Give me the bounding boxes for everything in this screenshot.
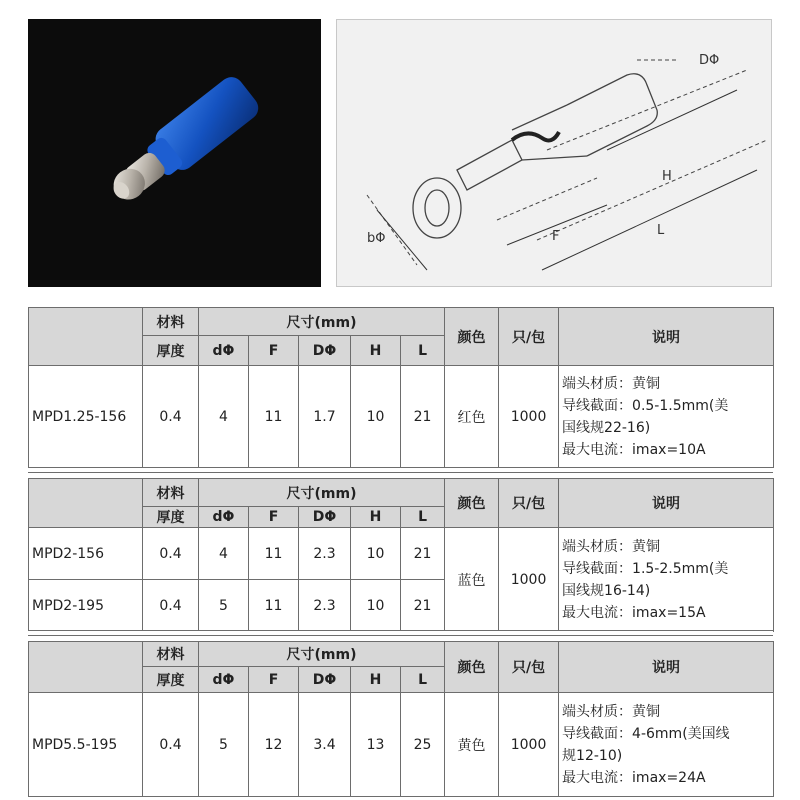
F-cell: 11 (249, 528, 299, 580)
note-cell (559, 366, 774, 468)
color-cell: 蓝色 (445, 528, 499, 632)
header-H: H (351, 667, 401, 693)
F-cell: 11 (249, 580, 299, 632)
pack-cell: 1000 (499, 366, 559, 468)
model-cell: MPD5.5-195 (29, 693, 143, 797)
header-note: 说明 (559, 642, 774, 693)
H-cell: 10 (351, 580, 401, 632)
header-L: L (401, 507, 445, 528)
note-line: 国线规22-16) (562, 419, 651, 436)
d-cell: 4 (199, 528, 249, 580)
table-separator (28, 467, 773, 473)
D-cell: 3.4 (299, 693, 351, 797)
D-cell: 2.3 (299, 580, 351, 632)
header-color: 颜色 (445, 308, 499, 366)
header-D: DΦ (299, 336, 351, 366)
header-H: H (351, 336, 401, 366)
header-thickness: 厚度 (143, 667, 199, 693)
header-size: 尺寸(mm) (199, 479, 445, 507)
spec-table-3 (28, 641, 774, 797)
color-cell: 黄色 (445, 693, 499, 797)
L-cell: 25 (401, 693, 445, 797)
table-row (29, 528, 774, 580)
spec-table-2 (28, 478, 774, 632)
table-row (29, 366, 774, 468)
note-line: 导线截面：0.5-1.5mm(美 (562, 397, 729, 414)
header-material: 材料 (143, 642, 199, 667)
F-cell: 11 (249, 366, 299, 468)
d-cell: 5 (199, 693, 249, 797)
note-line: 导线截面：4-6mm(美国线 (562, 725, 730, 742)
header-pack: 只/包 (499, 642, 559, 693)
H-cell: 10 (351, 366, 401, 468)
header-d: dΦ (199, 667, 249, 693)
header-model-blank (29, 479, 143, 528)
D-cell: 2.3 (299, 528, 351, 580)
color-cell: 红色 (445, 366, 499, 468)
header-d: dΦ (199, 507, 249, 528)
label-H: H (662, 169, 672, 184)
note-line: 端头材质：黄铜 (562, 375, 661, 392)
note-line: 国线规16-14) (562, 582, 651, 599)
note-line: 规12-10) (562, 747, 623, 764)
label-bphi: bΦ (367, 231, 386, 246)
header-d: dΦ (199, 336, 249, 366)
header-thickness: 厚度 (143, 507, 199, 528)
header-pack: 只/包 (499, 308, 559, 366)
product-photo (28, 19, 321, 287)
header-note: 说明 (559, 479, 774, 528)
note-cell (559, 528, 774, 632)
header-F: F (249, 667, 299, 693)
note-line: 导线截面：1.5-2.5mm(美 (562, 560, 729, 577)
note-line: 端头材质：黄铜 (562, 538, 661, 555)
header-size: 尺寸(mm) (199, 642, 445, 667)
header-D: DΦ (299, 507, 351, 528)
header-model-blank (29, 308, 143, 366)
model-cell: MPD1.25-156 (29, 366, 143, 468)
barrel-outline (457, 140, 522, 190)
bullet-terminal-image (28, 19, 321, 287)
F-cell: 12 (249, 693, 299, 797)
header-H: H (351, 507, 401, 528)
header-color: 颜色 (445, 642, 499, 693)
pack-cell: 1000 (499, 693, 559, 797)
note-line: 最大电流：imax=24A (562, 769, 706, 786)
D-cell: 1.7 (299, 366, 351, 468)
header-L: L (401, 667, 445, 693)
L-cell: 21 (401, 366, 445, 468)
header-F: F (249, 507, 299, 528)
spec-table-1 (28, 307, 774, 468)
H-cell: 10 (351, 528, 401, 580)
d-cell: 4 (199, 366, 249, 468)
table-row (29, 693, 774, 797)
model-cell: MPD2-156 (29, 528, 143, 580)
label-dphi: DΦ (699, 53, 720, 68)
table-separator (28, 630, 773, 636)
model-cell: MPD2-195 (29, 580, 143, 632)
header-material: 材料 (143, 308, 199, 336)
sleeve-outline (567, 74, 657, 156)
note-line: 最大电流：imax=15A (562, 604, 706, 621)
header-L: L (401, 336, 445, 366)
label-L: L (657, 223, 665, 238)
bullet-tip-outline (413, 178, 461, 238)
note-line: 最大电流：imax=10A (562, 441, 706, 458)
header-size: 尺寸(mm) (199, 308, 445, 336)
header-model-blank (29, 642, 143, 693)
d-cell: 5 (199, 580, 249, 632)
header-D: DΦ (299, 667, 351, 693)
dimension-drawing (336, 19, 772, 287)
header-color: 颜色 (445, 479, 499, 528)
header-material: 材料 (143, 479, 199, 507)
header-pack: 只/包 (499, 479, 559, 528)
thickness-cell: 0.4 (143, 366, 199, 468)
note-line: 端头材质：黄铜 (562, 703, 661, 720)
header-F: F (249, 336, 299, 366)
header-note: 说明 (559, 308, 774, 366)
pack-cell: 1000 (499, 528, 559, 632)
label-F: F (552, 229, 560, 244)
thickness-cell: 0.4 (143, 693, 199, 797)
thickness-cell: 0.4 (143, 580, 199, 632)
header-thickness: 厚度 (143, 336, 199, 366)
note-cell (559, 693, 774, 797)
L-cell: 21 (401, 580, 445, 632)
thickness-cell: 0.4 (143, 528, 199, 580)
L-cell: 21 (401, 528, 445, 580)
H-cell: 13 (351, 693, 401, 797)
